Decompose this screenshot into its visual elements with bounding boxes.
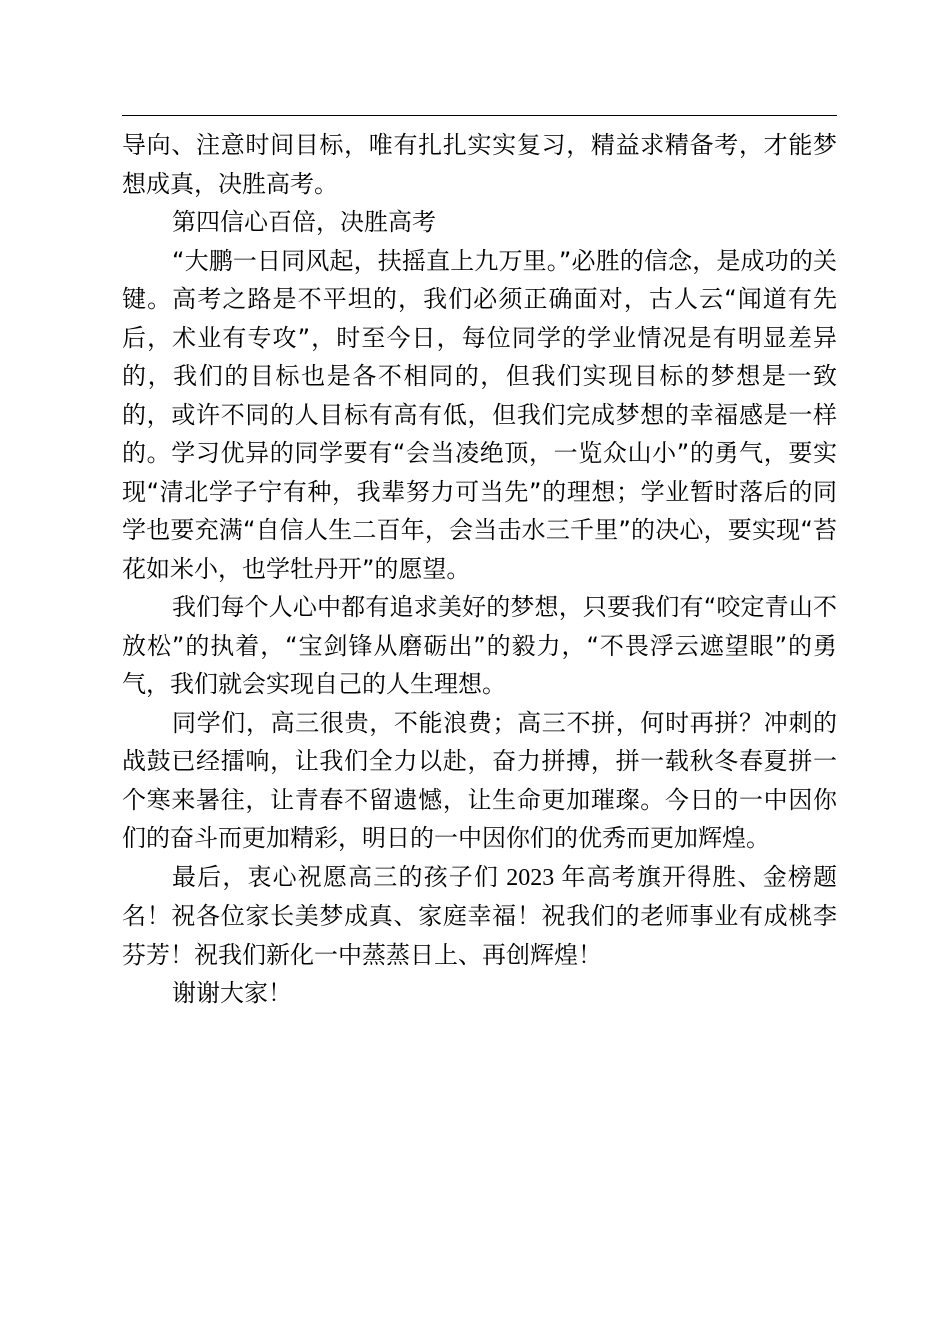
header-rule [122, 115, 837, 116]
closing-thanks: 谢谢大家！ [172, 979, 292, 1007]
paragraph-confidence: “大鹏一日同风起，扶摇直上九万里。”必胜的信念，是成功的关键。高考之路是不平坦的，我们必须正确面对，古人云“闻道有先后，术业有专攻”，时至今日，每位同学的学业情况是有明显差异的，我们的目标也是各不相同的，但我们实现目标的梦想是一致的，或许不同的人目标有高有低，但我们完成梦想的幸福感是一样的。学习优异的同学要有“会当凌绝顶，一览众山小”的勇气，要实现“清北学子宁有种，我辈努力可当先”的理想；学业暂时落后的同学也要充满“自信人生二百年，会当击水三千里”的决心，要实现“苔花如米小，也学牡丹开”的愿望。 [122, 246, 837, 583]
paragraph-wishes [122, 858, 837, 975]
document-body [122, 126, 837, 1013]
wishes-year: 2023 [499, 864, 562, 891]
paragraph-dreams: 我们每个人心中都有追求美好的梦想，只要我们有“咬定青山不放松”的执着，“宝剑锋从磨砺出”的毅力，“不畏浮云遮望眼”的勇气，我们就会实现自己的人生理想。 [122, 593, 837, 698]
paragraph-continuation: 导向、注意时间目标，唯有扎扎实实复习，精益求精备考，才能梦想成真，决胜高考。 [122, 131, 837, 198]
paragraph-classmates: 同学们，高三很贵，不能浪费；高三不拼，何时再拼？冲刺的战鼓已经擂响，让我们全力以赴，奋力拼搏，拼一载秋冬春夏拼一个寒来暑往，让青春不留遗憾，让生命更加璀璨。今日的一中因你们的奋斗而更加精彩，明日的一中因你们的优秀而更加辉煌。 [122, 708, 837, 852]
wishes-text-before: 最后，衷心祝愿高三的孩子们 [172, 862, 500, 891]
wishes-text-after: 年高考旗开得胜、金榜题名！祝各位家长美梦成真、家庭幸福！祝我们的老师事业有成桃李芬芳！祝我们新化一中蒸蒸日上、再创辉煌！ [122, 862, 838, 969]
section-heading: 第四信心百倍，决胜高考 [172, 208, 436, 236]
